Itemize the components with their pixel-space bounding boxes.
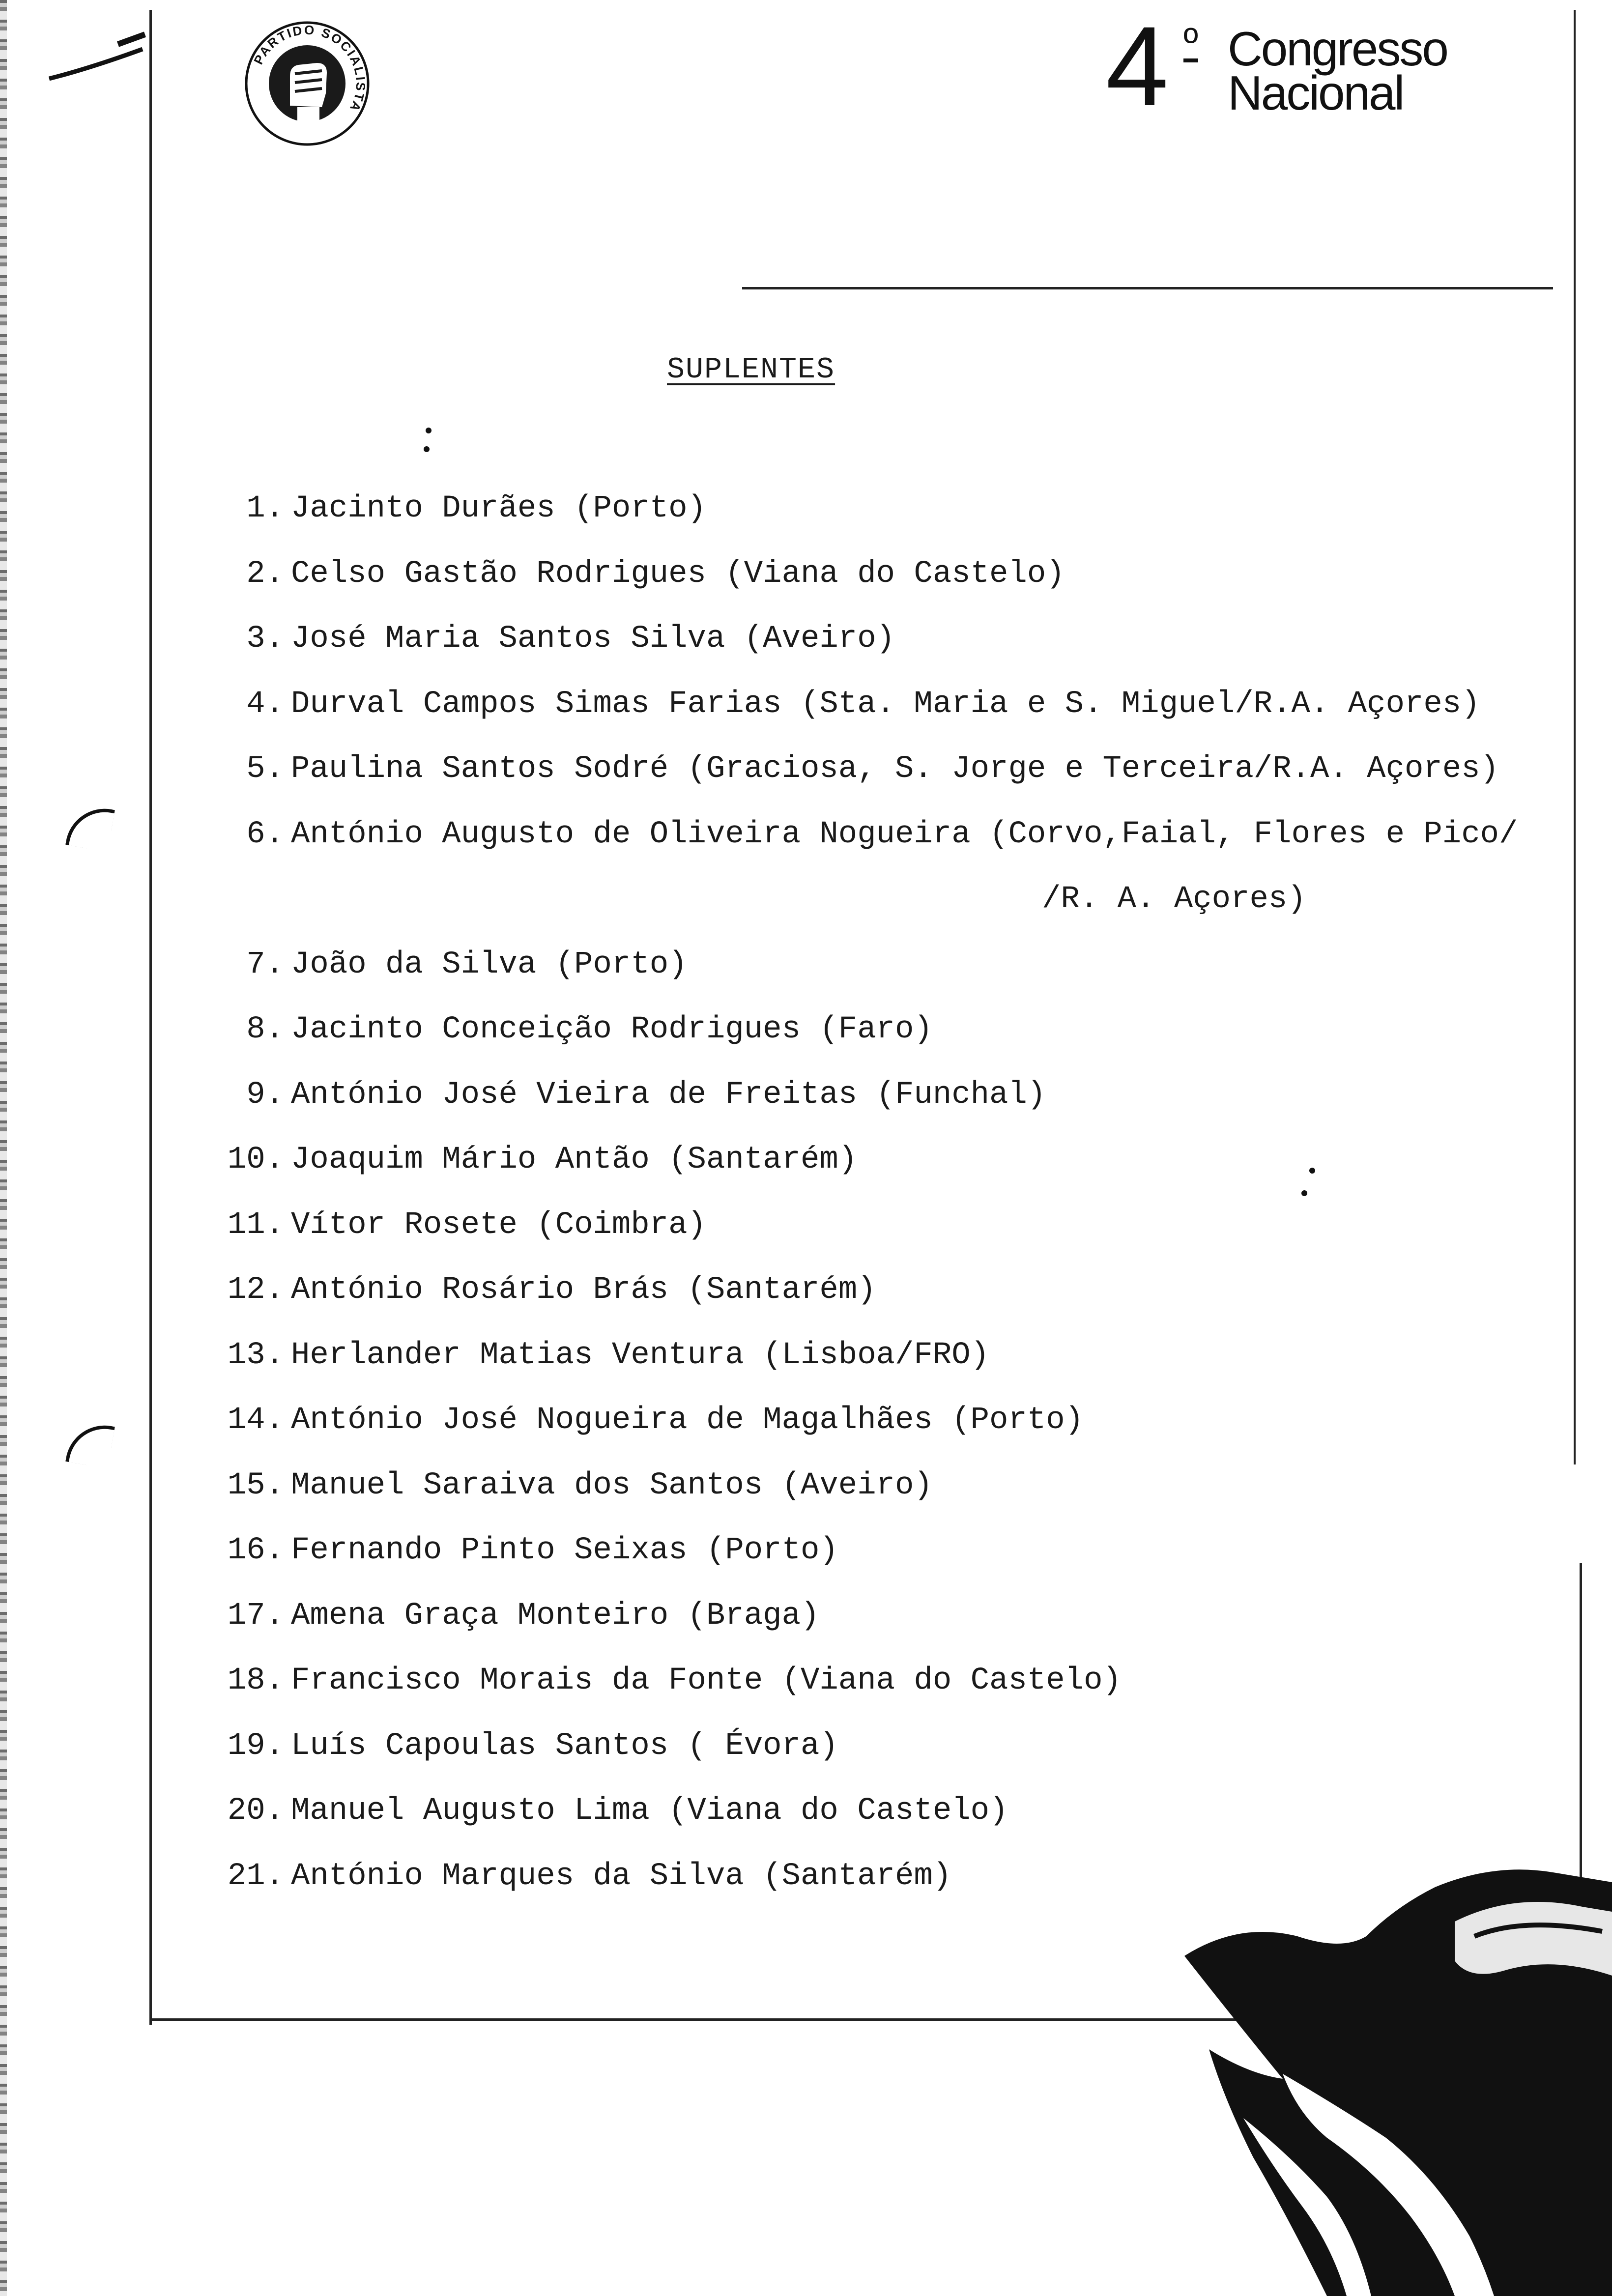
list-item-number: 15. [227, 1467, 284, 1503]
scan-artifact-stroke [44, 20, 157, 93]
list-item [206, 1724, 1583, 1789]
list-item-number: 7. [246, 947, 284, 982]
list-item-number: 17. [227, 1598, 284, 1634]
list-item-number: 4. [246, 686, 284, 722]
list-item [206, 1659, 1583, 1724]
list-item-number: 12. [227, 1272, 284, 1308]
list-item-text: António Rosário Brás (Santarém) [291, 1272, 876, 1308]
list-item-text: António Augusto de Oliveira Nogueira (Corvo,Faial, Flores e Pico/ [291, 816, 1518, 852]
punch-hole-mark [65, 1419, 115, 1469]
list-item-number: 6. [246, 816, 284, 852]
congress-heading [1106, 3, 1499, 129]
list-item-text: Manuel Saraiva dos Santos (Aveiro) [291, 1467, 933, 1503]
list-item [206, 1789, 1583, 1854]
list-item-continuation [206, 877, 1583, 943]
list-item-number: 14. [227, 1403, 284, 1438]
list-item [206, 1268, 1583, 1333]
list-item [206, 617, 1583, 682]
list-item-text: Jacinto Conceição Rodrigues (Faro) [291, 1012, 933, 1047]
list-item-number: 13. [227, 1337, 284, 1373]
list-item-number: 5. [246, 751, 284, 787]
list-item [206, 1464, 1583, 1529]
list-item-text: António Marques da Silva (Santarém) [291, 1858, 952, 1894]
list-item-text: Manuel Augusto Lima (Viana do Castelo) [291, 1793, 1008, 1829]
list-item-text: Fernando Pinto Seixas (Porto) [291, 1533, 838, 1568]
list-item-number: 3. [246, 621, 284, 657]
list-item [206, 1594, 1583, 1659]
list-item-text: Durval Campos Simas Farias (Sta. Maria e S. Miguel/R.A. Açores) [291, 686, 1480, 722]
congress-line-1: Congresso [1228, 22, 1447, 76]
congress-number: 4 [1106, 3, 1169, 129]
list-item-text: Jacinto Durães (Porto) [291, 491, 706, 526]
list-item-number: 8. [246, 1012, 284, 1047]
list-item [206, 1333, 1583, 1399]
header-rule [742, 287, 1553, 289]
list-item-text: João da Silva (Porto) [291, 947, 688, 982]
list-item [206, 487, 1583, 552]
list-item-text: Luís Capoulas Santos ( Évora) [291, 1728, 838, 1764]
party-fist-seal-icon [243, 20, 371, 147]
left-margin-rule [149, 10, 152, 2025]
list-item-number: 10. [227, 1142, 284, 1177]
list-item [206, 1203, 1583, 1268]
list-item-number: 9. [246, 1077, 284, 1113]
scan-binder-edge [0, 0, 7, 2296]
svg-text:PARTIDO SOCIALISTA: PARTIDO SOCIALISTA [251, 22, 369, 115]
list-item-text: José Maria Santos Silva (Aveiro) [291, 621, 895, 657]
list-item [206, 552, 1583, 617]
list-item [206, 682, 1583, 747]
list-item-text: Joaquim Mário Antão (Santarém) [291, 1142, 858, 1177]
list-item-number: 19. [227, 1728, 284, 1764]
list-item-number: 20. [227, 1793, 284, 1829]
list-item-text: António José Vieira de Freitas (Funchal) [291, 1077, 1046, 1113]
list-item-number: 11. [227, 1207, 284, 1243]
list-item-number: 1. [246, 491, 284, 526]
list-item-text: António José Nogueira de Magalhães (Porto) [291, 1403, 1084, 1438]
list-item [206, 1073, 1583, 1138]
list-item-text: Paulina Santos Sodré (Graciosa, S. Jorge e Terceira/R.A. Açores) [291, 751, 1499, 787]
list-item [206, 1007, 1583, 1073]
list-item [206, 1528, 1583, 1594]
list-item-text: Vítor Rosete (Coimbra) [291, 1207, 706, 1243]
punch-hole-mark [65, 803, 115, 852]
page-title: SUPLENTES [667, 353, 835, 387]
list-item [206, 943, 1583, 1008]
list-item-number: 21. [227, 1858, 284, 1894]
congress-ordinal: º [1183, 20, 1198, 65]
suplentes-list [206, 487, 1583, 1919]
list-item-number: 18. [227, 1663, 284, 1698]
list-item [206, 1138, 1583, 1203]
list-item-text: Francisco Morais da Fonte (Viana do Castelo) [291, 1663, 1122, 1698]
congress-line-2: Nacional [1228, 66, 1404, 120]
waving-flag-graphic-icon [1180, 1863, 1612, 2296]
list-item-number: 16. [227, 1533, 284, 1568]
list-item-continuation-text: /R. A. Açores) [1042, 882, 1306, 917]
list-item-text: Celso Gastão Rodrigues (Viana do Castelo) [291, 556, 1065, 592]
list-item [206, 812, 1583, 878]
list-item-number: 2. [246, 556, 284, 592]
list-item [206, 1398, 1583, 1464]
list-item [206, 747, 1583, 812]
list-item-text: Amena Graça Monteiro (Braga) [291, 1598, 820, 1634]
list-item-text: Herlander Matias Ventura (Lisboa/FRO) [291, 1337, 990, 1373]
